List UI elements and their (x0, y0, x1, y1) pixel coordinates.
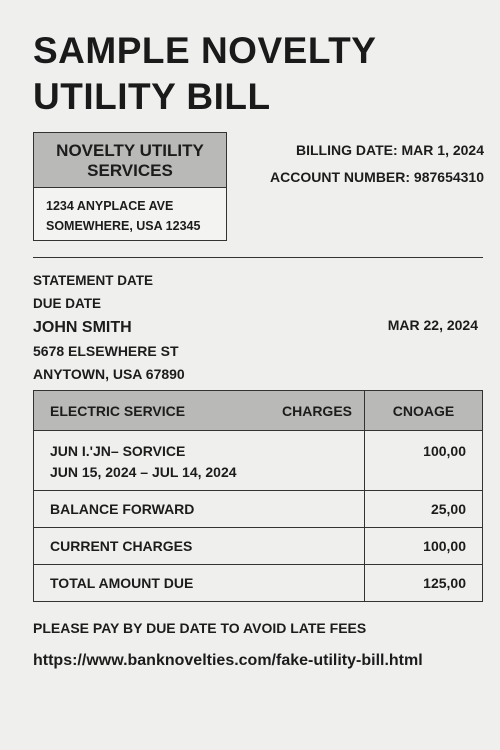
balance-forward-label: BALANCE FORWARD (34, 491, 365, 528)
company-name (34, 133, 226, 188)
billing-info (270, 137, 484, 191)
service-description-line-1: JUN I.'JN– SORVICE (50, 443, 186, 459)
total-amount-due-label: TOTAL AMOUNT DUE (34, 565, 365, 602)
table-row (34, 528, 483, 565)
title-line-1: SAMPLE NOVELTY (33, 30, 377, 71)
due-date-label: DUE DATE (33, 296, 102, 311)
company-address-line-1: 1234 ANYPLACE AVE (46, 199, 174, 213)
statement-info (33, 269, 185, 386)
header-service-label: ELECTRIC SERVICE (50, 402, 186, 419)
page-title (33, 28, 473, 120)
service-amount: 100,00 (365, 431, 483, 491)
billing-date: BILLING DATE: MAR 1, 2024 (296, 142, 484, 158)
title-line-2: UTILITY BILL (33, 76, 271, 117)
current-charges-amount: 100,00 (365, 528, 483, 565)
statement-date-label: STATEMENT DATE (33, 273, 153, 288)
company-name-line-2: SERVICES (87, 161, 173, 180)
customer-name: JOHN SMITH (33, 319, 132, 336)
account-number: ACCOUNT NUMBER: 987654310 (270, 169, 484, 185)
table-row (34, 491, 483, 528)
table-header-row (34, 391, 483, 431)
charges-table (33, 390, 483, 602)
footer-url[interactable]: https://www.banknovelties.com/fake-utility-bill.html (33, 652, 423, 669)
table-header-service (34, 391, 365, 431)
balance-forward-amount: 25,00 (365, 491, 483, 528)
table-row (34, 431, 483, 491)
due-date-value: MAR 22, 2024 (387, 317, 478, 333)
company-address-line-2: SOMEWHERE, USA 12345 (46, 219, 201, 233)
total-amount-due-amount: 125,00 (365, 565, 483, 602)
company-address (34, 188, 226, 236)
company-name-line-1: NOVELTY UTILITY (56, 141, 204, 160)
customer-address-line-2: ANYTOWN, USA 67890 (33, 366, 185, 382)
table-header-amount: CNOAGE (365, 391, 483, 431)
header-charges-label: CHARGES (281, 402, 352, 419)
service-period: JUN 15, 2024 – JUL 14, 2024 (50, 464, 237, 480)
section-divider (33, 257, 483, 258)
company-box (33, 132, 227, 241)
current-charges-label: CURRENT CHARGES (34, 528, 365, 565)
payment-notice: PLEASE PAY BY DUE DATE TO AVOID LATE FEES (33, 620, 367, 636)
customer-address-line-1: 5678 ELSEWHERE ST (33, 343, 179, 359)
service-description (34, 431, 365, 491)
table-row (34, 565, 483, 602)
